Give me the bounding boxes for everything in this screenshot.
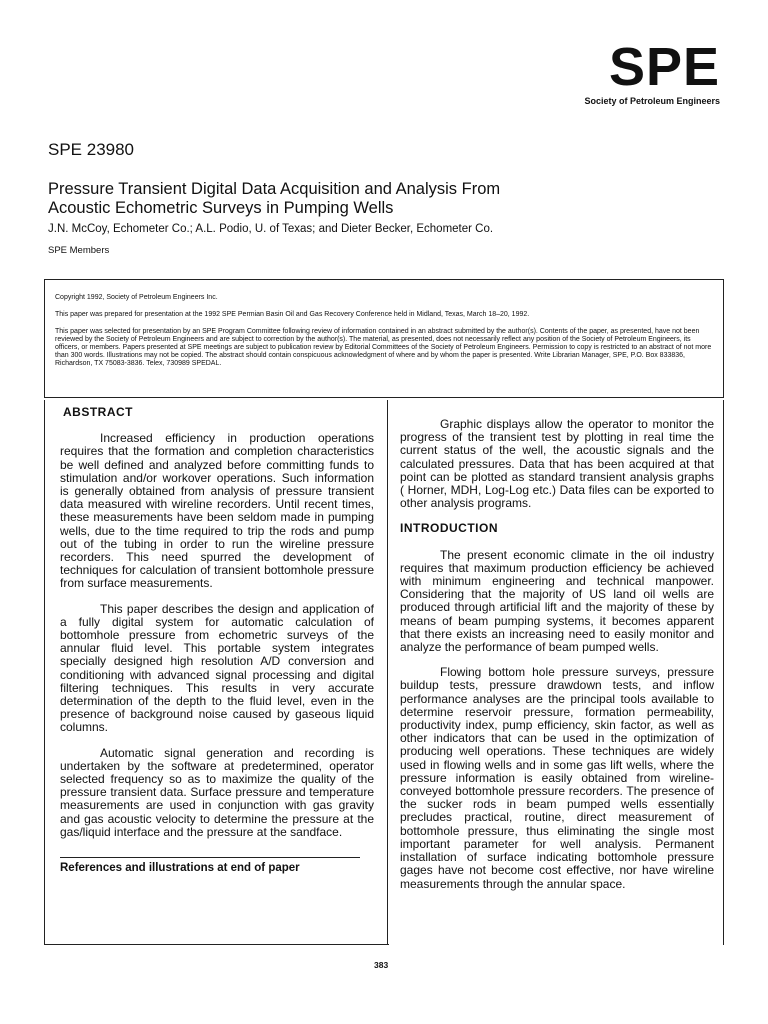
abstract-paragraph-1: Increased efficiency in production operations requires that the formation and completion characteristics be well defined and analyzed before committing funds to stimulation and/or workover operations. Such information is generally obtained from analysis of pressure transient data measured with wireline recorders. Until recent times, these measurements have been seldom made in pumping wells, due to the time required to trip the rods and pump out of the tubing in order to run the wireline pressure recorders. This need spurred the development of techniques for calculation of transient bottomhole pressure from surface measurements.	[60, 431, 374, 591]
members-note: SPE Members	[48, 245, 110, 256]
copyright-line: Copyright 1992, Society of Petroleum Engineers Inc.	[55, 294, 218, 301]
right-column	[400, 418, 714, 903]
introduction-heading: INTRODUCTION	[400, 521, 498, 536]
left-column	[60, 406, 374, 875]
column-divider	[387, 400, 388, 945]
author-list: J.N. McCoy, Echometer Co.; A.L. Podio, U. of Texas; and Dieter Becker, Echometer Co.	[48, 223, 494, 235]
frame-bottom-rule	[44, 944, 389, 945]
references-note: References and illustrations at end of paper	[60, 862, 300, 875]
page-number: 383	[374, 960, 389, 970]
graphic-displays-paragraph: Graphic displays allow the operator to monitor the progress of the transient test by plotting in real time the current status of the well, the acoustic signals and the calculated pressures. Data that has been acquired at that point can be plotted as standard transient analysis graphs ( Horner, MDH, Log-Log etc.) Data files can be exported to other analysis programs.	[400, 417, 714, 511]
logo-abbrev: SPE	[608, 37, 720, 97]
presentation-line: This paper was prepared for presentation at the 1992 SPE Permian Basin Oil and Gas Recovery Conference held in Midland, Texas, March 18–20, 1992.	[55, 311, 530, 318]
spe-logo	[566, 37, 726, 107]
abstract-paragraph-3: Automatic signal generation and recording is undertaken by the software at predetermined, operator selected frequency so as to maximize the quality of the pressure transient data. Surface pressure and temperature measurements are used in conjunction with gas gravity and gas acoustic velocity to determine the pressure at the gas/liquid interface and the pressure at the sandface.	[60, 745, 374, 839]
footnote-rule	[60, 857, 360, 858]
paper-number: SPE 23980	[48, 140, 135, 159]
copyright-notice-box	[44, 279, 724, 398]
frame-right-rule	[723, 400, 724, 945]
frame-left-rule	[44, 400, 45, 945]
abstract-heading: ABSTRACT	[63, 405, 133, 419]
title-line-2: Acoustic Echometric Surveys in Pumping Wells	[48, 199, 394, 217]
logo-society-name: Society of Petroleum Engineers	[584, 96, 720, 106]
introduction-paragraph-2: Flowing bottom hole pressure surveys, pressure buildup tests, pressure drawdown tests, and inflow performance analyses are the principal tools available to determine reservoir pressure, formation permeability, productivity index, pump efficiency, skin factor, as well as other indicators that can be used in the optimization of producing well operations. These techniques are widely used in flowing wells and in some gas lift wells, where the pressure information is easily obtained from wireline-conveyed bottomhole pressure recorders. The presence of the sucker rods in beam pumped wells essentially precludes practical, routine, direct measurement of bottomhole pressure, thus eliminating the single most important parameter for well analysis. Permanent installation of surface indicating bottomhole pressure gages have not become cost effective, nor have wireline measurements through the annular space.	[400, 665, 714, 891]
introduction-paragraph-1: The present economic climate in the oil industry requires that maximum production efficiency be achieved with minimum engineering and technical manpower. Considering that the majority of US land oil wells are produced through artificial lift and the majority of these by means of beam pumping systems, it becomes apparent that there exists an increasing need to easily monitor and analyze the performance of beam pumped wells.	[400, 547, 714, 655]
paper-title	[48, 180, 648, 218]
selection-disclaimer: This paper was selected for presentation by an SPE Program Committee following review of information contained in an abstract submitted by the author(s). Contents of the paper, as presented, have not been reviewed by the Society of Petroleum Engineers and are subject to correction by the author(s). The material, as presented, does not necessarily reflect any position of the Society of Petroleum Engineers, its officers, or members. Papers presented at SPE meetings are subject to publication review by Editorial Committees of the Society of Petroleum Engineers. Permission to copy is restricted to an abstract of not more than 300 words. Illustrations may not be copied. The abstract should contain conspicuous acknowledgment of where and by whom the paper is presented. Write Librarian Manager, SPE, P.O. Box 833836, Richardson, TX 75083-3836. Telex, 730989 SPEDAL.	[55, 328, 712, 367]
title-line-1: Pressure Transient Digital Data Acquisition and Analysis From	[48, 180, 501, 198]
abstract-paragraph-2: This paper describes the design and application of a fully digital system for automatic calculation of bottomhole pressure from echometric surveys of the annular fluid level. This portable system integrates specially designed high resolution A/D conversion and conditioning with advanced signal processing and digital filtering techniques. This results in very accurate determination of the depth to the fluid level, even in the presence of background noise caused by gaseous liquid columns.	[60, 601, 374, 735]
